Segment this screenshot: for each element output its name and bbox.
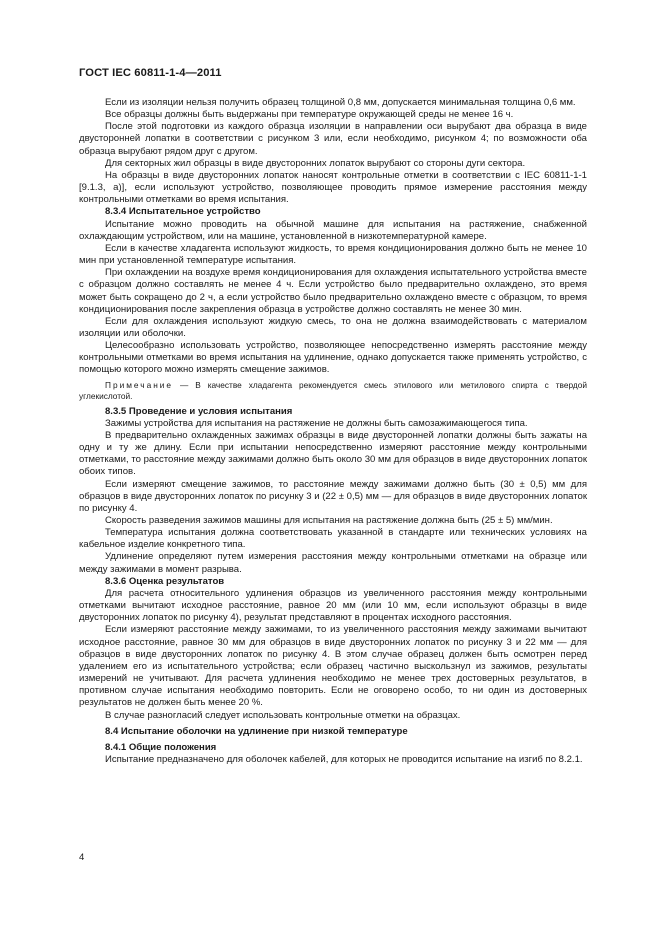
paragraph: Все образцы должны быть выдержаны при температуре окружающей среды не менее 16 ч. xyxy=(105,109,514,121)
paragraph: Если измеряют расстояние между зажимами, то из увеличенного расстояния между зажимами вычитают исходное расстояние, равное 30 мм для образцов в виде двусторонних лопаток по рисунку 3 и 22 мм — для образцов в виде двусторонних лопаток по рисунку 4. В этом случае образец должен быть осмотрен перед удалением его из испытательного устройства; если образец частично выскользнул из зажимов, результаты измерений не учитывают. Для расчета удлинения необходимо не менее трех достоверных результатов, в противном случае испытания необходимо повторить. Если не оговорено особо, то ни один из достоверных результатов не должен быть менее 20 %. xyxy=(79,624,587,709)
paragraph: Если измеряют смещение зажимов, то расстояние между зажимами должно быть (30 ± 0,5) мм для образцов в виде двусторонних лопаток по рисунку 3 и (22 ± 0,5) мм — для образцов в виде двусторонних лопаток по рисунку 4. xyxy=(79,478,587,514)
document-header: ГОСТ IEC 60811-1-4—2011 xyxy=(79,67,222,79)
paragraph: На образцы в виде двусторонних лопаток наносят контрольные отметки в соответствии с IEC 60811-1-1 [9.1.3, a)], если используют устройство, позволяющее проводить прямое измерение расстояния между контрольными отметками во время испытания. xyxy=(79,169,587,206)
paragraph: Если из изоляции нельзя получить образец толщиной 0,8 мм, допускается минимальная толщина 0,6 мм. xyxy=(105,97,576,108)
paragraph: Зажимы устройства для испытания на растяжение не должны быть самозажимающегося типа. xyxy=(105,417,528,429)
section-heading-8-4: 8.4 Испытание оболочки на удлинение при низкой температуре xyxy=(105,725,408,737)
section-heading-8-4-1: 8.4.1 Общие положения xyxy=(105,741,217,753)
page-number: 4 xyxy=(79,852,85,863)
paragraph: После этой подготовки из каждого образца изоляции в направлении оси вырубают два образца в виде двусторонней лопатки в соответствии с рисунком 3 или, если необходимо, рисунком 4; по возможности оба образца вырубают рядом друг с другом. xyxy=(79,121,587,157)
document-body xyxy=(79,97,587,766)
section-heading-8-3-4: 8.3.4 Испытательное устройство xyxy=(105,206,261,218)
paragraph: В случае разногласий следует использовать контрольные отметки на образцах. xyxy=(105,709,461,721)
paragraph: В предварительно охлажденных зажимах образцы в виде двусторонней лопатки должны быть зажаты на одну и ту же длину. Если при испытании непосредственно измеряют расстояние между контрольными отметками, то расстояние между зажимами должно быть около 30 мм для образцов в виде двусторонних лопаток обоих типов. xyxy=(79,429,587,478)
paragraph: При охлаждении на воздухе время кондиционирования для охлаждения испытательного устройства вместе с образцом должно составлять не менее 4 ч. Если устройство было предварительно охлаждено, это время может быть сокращено до 2 ч, а если устройство было предварительно охлаждено вместе с образцом, то время кондиционирования после закрепления образца в устройстве должно составлять не менее 30 мин. xyxy=(79,267,587,315)
paragraph: Скорость разведения зажимов машины для испытания на растяжение должна быть (25 ± 5) мм/мин. xyxy=(105,515,553,526)
note xyxy=(79,380,587,402)
paragraph: Температура испытания должна соответствовать указанной в стандарте или технических условиях на кабельное изделие конкретного типа. xyxy=(79,527,587,551)
note-label: Примечание xyxy=(105,379,174,390)
section-heading-8-3-5: 8.3.5 Проведение и условия испытания xyxy=(105,405,293,417)
paragraph: Удлинение определяют путем измерения расстояния между контрольными отметками на образце или между зажимами в момент разрыва. xyxy=(79,551,587,575)
note-text: — В качестве хладагента рекомендуется смесь этилового или метилового спирта с твердой углекислотой. xyxy=(79,379,587,401)
section-heading-8-3-6: 8.3.6 Оценка результатов xyxy=(105,575,225,587)
paragraph: Целесообразно использовать устройство, позволяющее непосредственно измерять расстояние между контрольными отметками во время испытания на удлинение, однако допускается также применять устройство, с помощью которого можно измерять смещение зажимов. xyxy=(79,340,587,376)
paragraph: Если для охлаждения используют жидкую смесь, то она не должна взаимодействовать с материалом изоляции или оболочки. xyxy=(79,315,587,339)
paragraph: Испытание предназначено для оболочек кабелей, для которых не проводится испытание на изгиб по 8.2.1. xyxy=(105,753,583,765)
paragraph: Для секторных жил образцы в виде двусторонних лопаток вырубают со стороны дуги сектора. xyxy=(105,157,526,169)
paragraph: Испытание можно проводить на обычной машине для испытания на растяжение, снабженной охлаждающим устройством, или на машине, установленной в низкотемпературной камере. xyxy=(79,218,587,242)
paragraph: Для расчета относительного удлинения образцов из увеличенного расстояния между контрольными отметками вычитают исходное расстояние, равное 20 мм (или 10 мм, если используют образцы в виде двусторонних лопаток по рисунку 4), результат представляют в процентах исходного расстояния. xyxy=(79,587,587,624)
paragraph: Если в качестве хладагента используют жидкость, то время кондиционирования должно быть не менее 10 мин при установленной температуре испытания. xyxy=(79,242,587,267)
